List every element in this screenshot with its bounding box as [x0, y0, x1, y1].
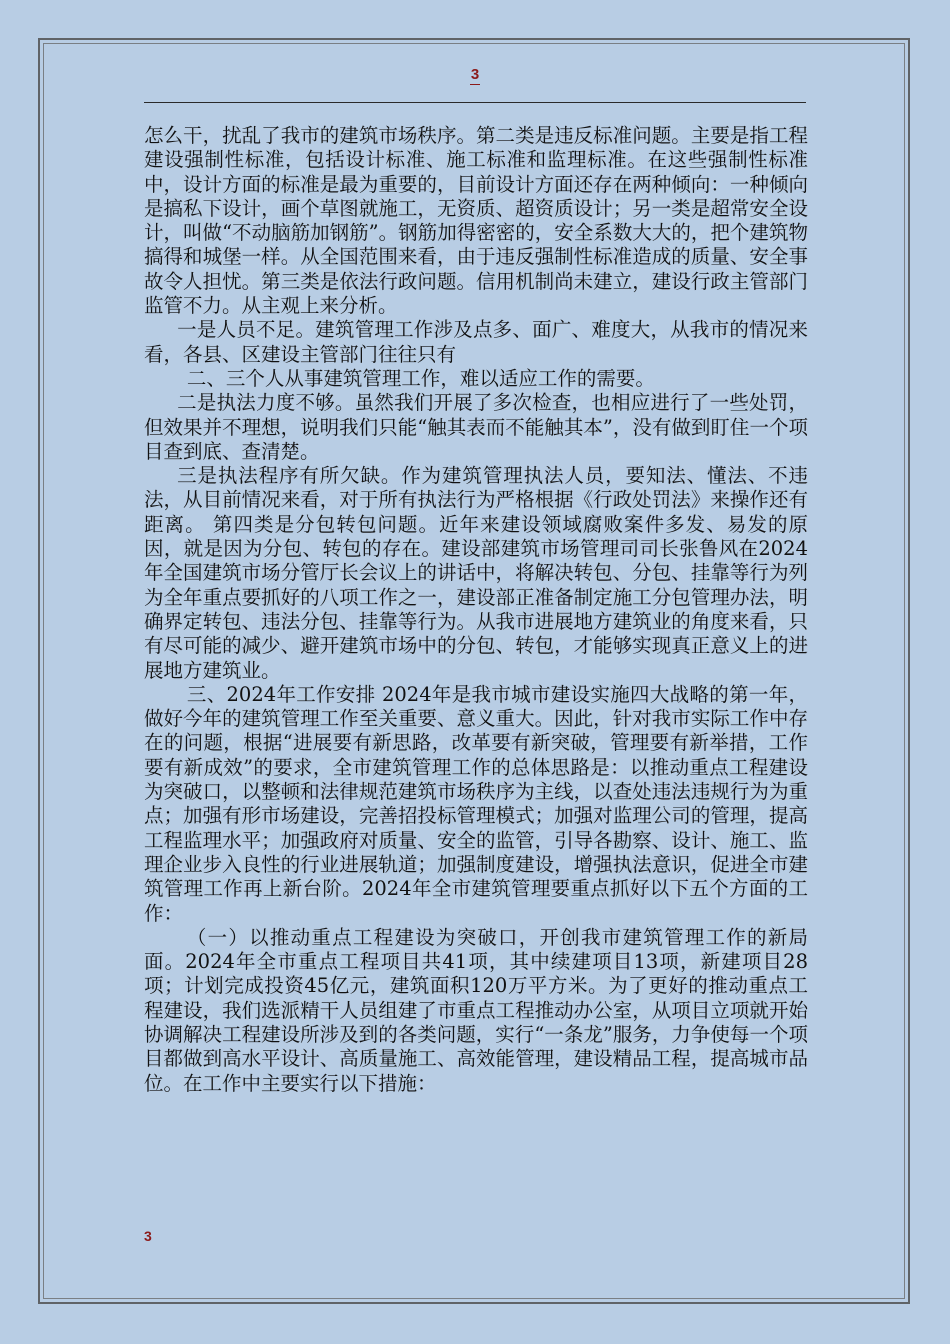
document-body: [144, 124, 808, 1096]
paragraph: 一是人员不足。建筑管理工作涉及点多、面广、难度大，从我市的情况来看，各县、区建设主管部门往往只有: [144, 318, 808, 366]
paragraph: 二是执法力度不够。虽然我们开展了多次检查，也相应进行了一些处罚，但效果并不理想，说明我们只能“触其表而不能触其本”，没有做到盯住一个项目查到底、查清楚。: [144, 391, 808, 463]
header-page-number: 3: [470, 66, 480, 83]
header-rule: [144, 102, 806, 103]
paragraph: 怎么干，扰乱了我市的建筑市场秩序。第二类是违反标准问题。主要是指工程建设强制性标准，包括设计标准、施工标准和监理标准。在这些强制性标准中，设计方面的标准是最为重要的，目前设计方面还存在两种倾向：一种倾向是搞私下设计，画个草图就施工，无资质、超资质设计；另一类是超常安全设计，叫做“不动脑筋加钢筋”。钢筋加得密密的，安全系数大大的，把个建筑物搞得和城堡一样。从全国范围来看，由于违反强制性标准造成的质量、安全事故令人担忧。第三类是依法行政问题。信用机制尚未建立，建设行政主管部门监管不力。从主观上来分析。: [144, 124, 808, 318]
footer-page-number: 3: [144, 1228, 152, 1244]
paragraph: 三是执法程序有所欠缺。作为建筑管理执法人员，要知法、懂法、不违法，从目前情况来看，对于所有执法行为严格根据《行政处罚法》来操作还有距离。 第四类是分包转包问题。近年来建设领域腐败案件多发、易发的原因，就是因为分包、转包的存在。建设部建筑市场管理司司长张鲁风在2024年全国建筑市场分管厅长会议上的讲话中，将解决转包、分包、挂靠等行为列为全年重点要抓好的八项工作之一，建设部正准备制定施工分包管理办法，明确界定转包、违法分包、挂靠等行为。从我市进展地方建筑业的角度来看，只有尽可能的减少、避开建筑市场中的分包、转包，才能够实现真正意义上的进展地方建筑业。: [144, 464, 808, 682]
paragraph: （一）以推动重点工程建设为突破口，开创我市建筑管理工作的新局面。2024年全市重点工程项目共41项，其中续建项目13项，新建项目28项；计划完成投资45亿元，建筑面积120万平方米。为了更好的推动重点工程建设，我们选派精干人员组建了市重点工程推动办公室，从项目立项就开始协调解决工程建设所涉及到的各类问题，实行“一条龙”服务，力争使每一个项目都做到高水平设计、高质量施工、高效能管理，建设精品工程，提高城市品位。在工作中主要实行以下措施：: [144, 925, 808, 1095]
paragraph: 二、三个人从事建筑管理工作，难以适应工作的需要。: [186, 366, 655, 390]
paragraph: 三、2024年工作安排 2024年是我市城市建设实施四大战略的第一年，做好今年的建筑管理工作至关重要、意义重大。因此，针对我市实际工作中存在的问题，根据“进展要有新思路，改革要有新突破，管理要有新举措，工作要有新成效”的要求，全市建筑管理工作的总体思路是：以推动重点工程建设为突破口，以整顿和法律规范建筑市场秩序为主线，以查处违法违规行为为重点；加强有形市场建设，完善招投标管理模式；加强对监理公司的管理，提高工程监理水平；加强政府对质量、安全的监管，引导各勘察、设计、施工、监理企业步入良性的行业进展轨道；加强制度建设，增强执法意识，促进全市建筑管理工作再上新台阶。2024年全市建筑管理要重点抓好以下五个方面的工作：: [144, 682, 808, 925]
